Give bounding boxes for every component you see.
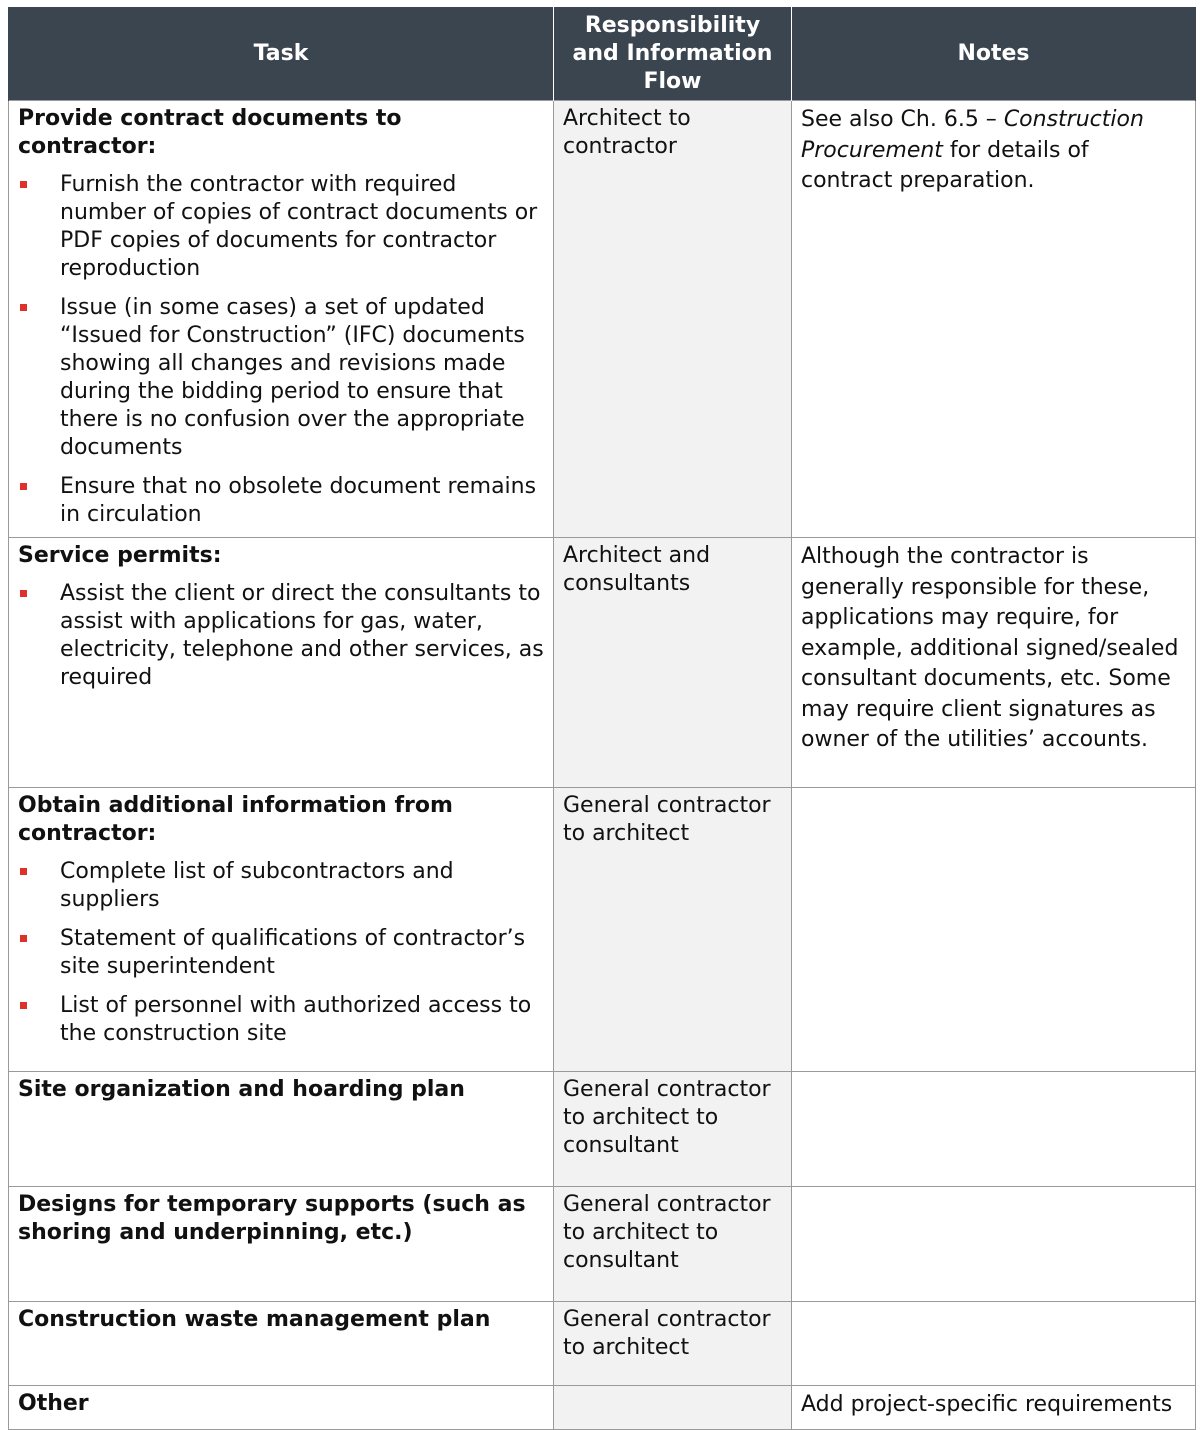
task-cell — [9, 1386, 554, 1430]
responsibility-cell: Architect and consultants — [554, 538, 792, 788]
task-bullet-list — [18, 858, 544, 1048]
table-row — [9, 1187, 1196, 1302]
bullet-square-icon — [20, 304, 27, 311]
table-row — [9, 101, 1196, 538]
responsibility-cell — [554, 1386, 792, 1430]
responsibility-cell: General contractor to architect — [554, 788, 792, 1072]
task-title: Other — [18, 1391, 89, 1416]
notes-cell — [792, 1187, 1196, 1302]
header-responsibility: Responsibility and Information Flow — [554, 7, 792, 101]
task-title: Designs for temporary supports (such as shoring and underpinning, etc.) — [18, 1192, 526, 1245]
contract-administration-table — [8, 7, 1196, 1430]
bullet-text: Statement of qualifications of contractor’s site superintendent — [60, 926, 526, 979]
list-item — [18, 473, 544, 529]
bullet-square-icon — [20, 1002, 27, 1009]
responsibility-cell: General contractor to architect to consultant — [554, 1187, 792, 1302]
list-item — [18, 925, 544, 981]
task-cell — [9, 1072, 554, 1187]
header-task: Task — [9, 7, 554, 101]
task-bullet-list — [18, 580, 544, 692]
task-title: Site organization and hoarding plan — [18, 1077, 465, 1102]
task-bullet-list — [18, 171, 544, 529]
notes-text: See also Ch. 6.5 – — [801, 107, 1004, 132]
task-cell — [9, 788, 554, 1072]
bullet-square-icon — [20, 181, 27, 188]
bullet-square-icon — [20, 590, 27, 597]
bullet-square-icon — [20, 868, 27, 875]
responsibility-cell: General contractor to architect — [554, 1302, 792, 1386]
notes-cell — [792, 1302, 1196, 1386]
table-row — [9, 1072, 1196, 1187]
responsibility-cell: General contractor to architect to consultant — [554, 1072, 792, 1187]
task-title: Obtain additional information from contractor: — [18, 793, 453, 846]
task-title: Construction waste management plan — [18, 1307, 491, 1332]
list-item — [18, 858, 544, 914]
bullet-text: Furnish the contractor with required number of copies of contract documents or PDF copies of documents for contractor reproduction — [60, 172, 538, 281]
task-title: Service permits: — [18, 543, 222, 568]
bullet-square-icon — [20, 935, 27, 942]
table-row — [9, 538, 1196, 788]
notes-cell — [792, 1072, 1196, 1187]
list-item — [18, 171, 544, 283]
responsibility-cell: Architect to contractor — [554, 101, 792, 538]
table-header-row — [9, 7, 1196, 101]
task-cell — [9, 1302, 554, 1386]
notes-text: for details of contract preparation. — [801, 137, 1089, 193]
notes-cell — [792, 101, 1196, 538]
list-item — [18, 294, 544, 462]
bullet-square-icon — [20, 483, 27, 490]
table-row — [9, 1386, 1196, 1430]
bullet-text: List of personnel with authorized access to the construction site — [60, 993, 532, 1046]
notes-reference: Construction Procurement — [801, 107, 1144, 163]
notes-cell: Add project-specific requirements — [792, 1386, 1196, 1430]
list-item — [18, 992, 544, 1048]
table-row — [9, 1302, 1196, 1386]
task-cell — [9, 101, 554, 538]
header-notes: Notes — [792, 7, 1196, 101]
bullet-text: Complete list of subcontractors and suppliers — [60, 859, 454, 912]
table-row — [9, 788, 1196, 1072]
list-item — [18, 580, 544, 692]
notes-cell: Although the contractor is generally responsible for these, applications may require, for example, additional signed/sealed consultant documents, etc. Some may require client signatures as owner of the utilities’ accounts. — [792, 538, 1196, 788]
bullet-text: Assist the client or direct the consultants to assist with applications for gas, water, electricity, telephone and other services, as required — [60, 581, 544, 690]
bullet-text: Ensure that no obsolete document remains in circulation — [60, 474, 537, 527]
notes-cell — [792, 788, 1196, 1072]
bullet-text: Issue (in some cases) a set of updated “Issued for Construction” (IFC) documents showing all changes and revisions made during the bidding period to ensure that there is no confusion over the appropriate documents — [60, 295, 525, 460]
task-cell — [9, 1187, 554, 1302]
task-cell — [9, 538, 554, 788]
task-title: Provide contract documents to contractor: — [18, 106, 402, 159]
